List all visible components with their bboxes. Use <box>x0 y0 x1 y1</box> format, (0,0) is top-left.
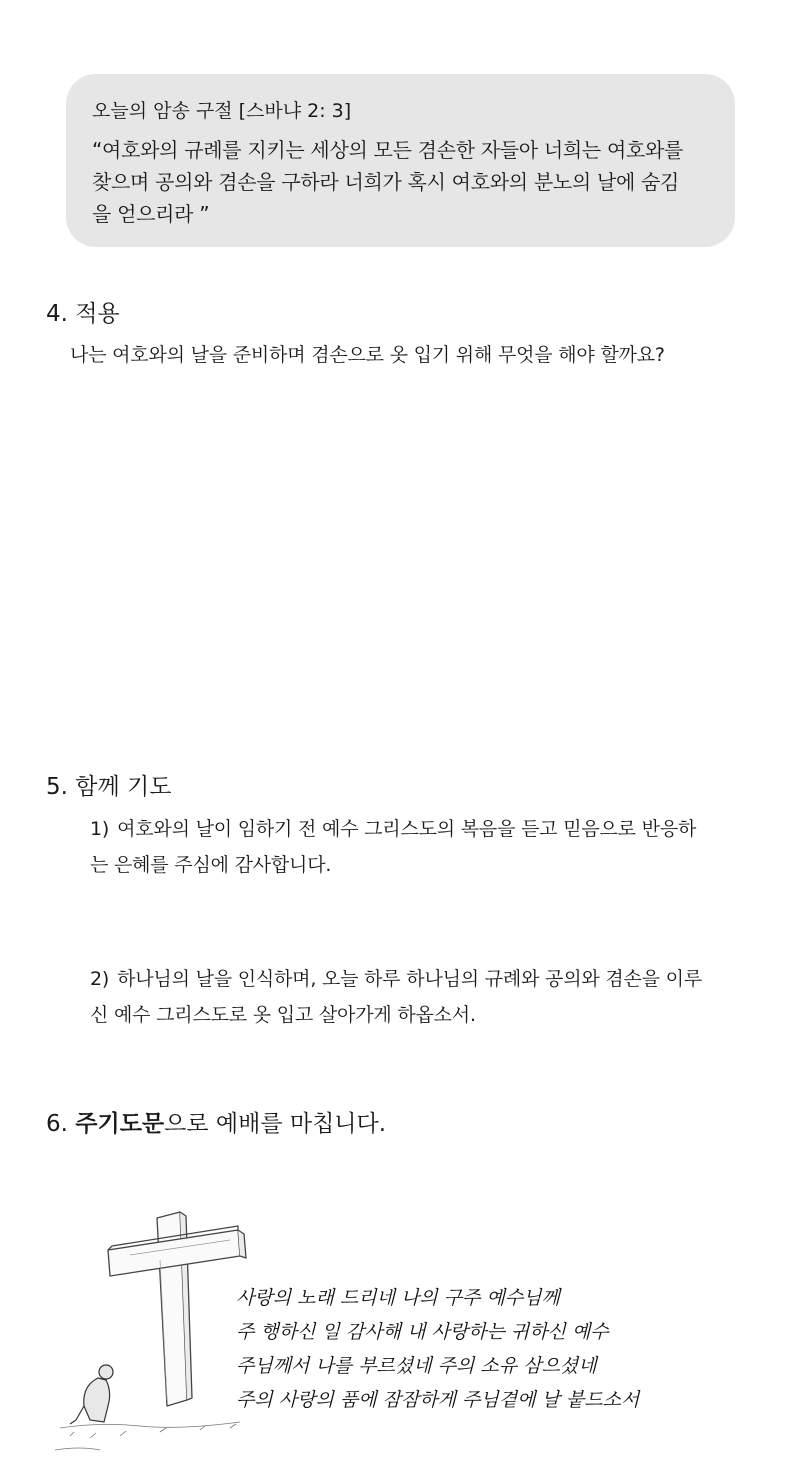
prayer-line: 는 은혜를 주심에 감사합니다. <box>90 854 332 876</box>
memory-verse-box <box>66 74 735 247</box>
prayer-item-2 <box>90 961 702 1033</box>
verse-line: 을 얻으리라 ” <box>92 202 210 226</box>
hymn-line: 주님께서 나를 부르셨네 주의 소유 삼으셨네 <box>236 1355 597 1377</box>
verse-title: 오늘의 암송 구절 [스바냐 2: 3] <box>92 100 352 122</box>
verse-text <box>92 134 709 230</box>
prayer-line: 신 예수 그리스도로 옷 입고 살아가게 하옵소서. <box>90 1004 476 1026</box>
hymn-line: 주 행하신 일 감사해 내 사랑하는 귀하신 예수 <box>236 1321 609 1343</box>
closing-number: 6. <box>46 1111 68 1137</box>
lords-prayer-label: 주기도문 <box>75 1111 165 1137</box>
hymn-line: 사랑의 노래 드리네 나의 구주 예수님께 <box>236 1287 560 1309</box>
prayer-line: 여호와의 날이 임하기 전 예수 그리스도의 복음을 듣고 믿음으로 반응하 <box>117 818 697 840</box>
cross-drawing <box>40 1200 660 1460</box>
prayer-item-1 <box>90 811 696 883</box>
cross-illustration <box>40 1200 660 1460</box>
verse-line: “여호와의 규례를 지키는 세상의 모든 겸손한 자들아 너희는 여호와를 <box>92 138 684 162</box>
closing-rest: 으로 예배를 마칩니다. <box>164 1111 387 1137</box>
closing-line <box>46 1109 386 1139</box>
prayer-item-number: 1) <box>90 818 110 840</box>
verse-line: 찾으며 공의와 겸손을 구하라 너희가 혹시 여호와의 분노의 날에 숨김 <box>92 170 680 194</box>
prayer-line: 하나님의 날을 인식하며, 오늘 하루 하나님의 규례와 공의와 겸손을 이루 <box>117 968 702 990</box>
prayer-item-number: 2) <box>90 968 110 990</box>
application-question: 나는 여호와의 날을 준비하며 겸손으로 옷 입기 위해 무엇을 해야 할까요? <box>70 344 665 366</box>
application-heading: 4. 적용 <box>46 301 120 327</box>
prayer-heading: 5. 함께 기도 <box>46 774 172 800</box>
hymn-lyrics <box>236 1287 641 1411</box>
hymn-line: 주의 사랑의 품에 잠잠하게 주님곁에 날 붙드소서 <box>236 1389 640 1411</box>
